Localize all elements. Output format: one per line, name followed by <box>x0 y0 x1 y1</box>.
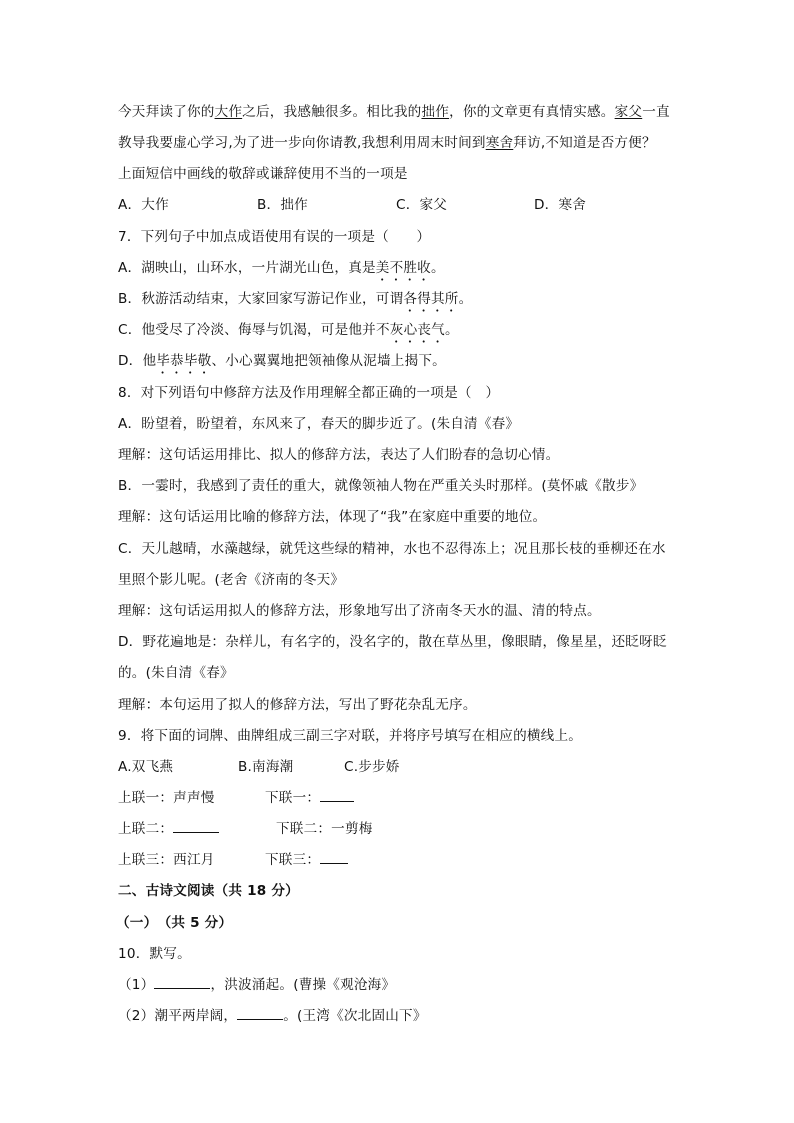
text: ，你的文章更有真情实感。 <box>449 104 615 120</box>
q9-option-c: C.步步娇 <box>344 759 400 775</box>
q9-pair-1-upper: 上联一：声声慢 <box>118 790 215 806</box>
q9-pair-1 <box>118 788 678 808</box>
dotted-idiom: 毕恭毕敬 <box>156 353 212 369</box>
q8-stem: 8．对下列语句中修辞方法及作用理解全都正确的一项是（ ） <box>118 385 500 401</box>
underlined-term: 寒舍 <box>485 135 514 151</box>
q10-item-2 <box>118 1006 427 1026</box>
underlined-term: 家父 <box>614 104 643 120</box>
text: A．湖映山，山环水，一片湖光山色，真是 <box>118 260 376 276</box>
answer-blank[interactable] <box>154 975 210 989</box>
text: 今天拜读了你的 <box>118 104 215 120</box>
text: 拜访,不知道是否方便？ <box>513 135 656 151</box>
text: 。 <box>430 260 445 276</box>
q9-stem: 9．将下面的词牌、曲牌组成三副三字对联，并将序号填写在相应的横线上。 <box>118 728 583 744</box>
underlined-term: 拙作 <box>421 104 450 120</box>
q7-option-c <box>118 320 459 346</box>
q9-pair-3-lower <box>265 850 348 870</box>
q9-pair-1-lower <box>265 788 354 808</box>
q8-option-b: B．一霎时，我感到了责任的重大，就像领袖人物在严重关头时那样。(莫怀戚《散步》 <box>118 478 644 494</box>
label: 下联三： <box>265 852 321 868</box>
q9-pair-2 <box>118 819 678 839</box>
q8-option-a: A．盼望着，盼望着，东风来了，春天的脚步近了。(朱自清《春》 <box>118 416 520 432</box>
q7-option-d <box>118 351 446 377</box>
text: 。 <box>458 291 473 307</box>
q7-stem: 7．下列句子中加点成语使用有误的一项是（ ） <box>118 229 431 245</box>
q10-stem: 10．默写。 <box>118 946 191 962</box>
underlined-term: 大作 <box>214 104 243 120</box>
answer-blank[interactable] <box>173 819 219 833</box>
label: 下联一： <box>265 790 321 806</box>
q8-option-d-line-2: 的。(朱自清《春》 <box>118 665 234 681</box>
dotted-idiom: 各得其所 <box>403 291 459 307</box>
text: 。(王湾《次北固山下》 <box>283 1008 427 1024</box>
q6-option-c: C．家父 <box>396 197 448 213</box>
q8-option-d-note: 理解：本句运用了拟人的修辞方法，写出了野花杂乱无序。 <box>118 697 477 713</box>
label: 上联二： <box>118 821 174 837</box>
text: （2）潮平两岸阔， <box>118 1008 238 1024</box>
section-2-title: 二、古诗文阅读（共 18 分） <box>118 883 299 899</box>
q8-option-c-note: 理解：这句话运用拟人的修辞方法，形象地写出了济南冬天水的温、清的特点。 <box>118 603 601 619</box>
q8-option-d-line-1: D．野花遍地是：杂样儿，有名字的，没名字的，散在草丛里，像眼睛，像星星，还眨呀眨 <box>118 634 667 650</box>
text: 。 <box>444 322 459 338</box>
q9-option-a: A.双飞燕 <box>118 759 174 775</box>
q6-options <box>118 195 678 215</box>
q6-letter-line-2 <box>118 133 656 153</box>
q6-letter-line-1 <box>118 102 670 122</box>
answer-blank[interactable] <box>237 1006 283 1020</box>
q8-option-c-line-1: C．天儿越晴，水藻越绿，就凭这些绿的精神，水也不忍得冻上；况且那长枝的垂柳还在水 <box>118 541 666 557</box>
q10-item-1 <box>118 975 395 995</box>
q6-option-a: A．大作 <box>118 197 169 213</box>
q6-option-d: D．寒舍 <box>534 197 587 213</box>
text: 、小心翼翼地把领袖像从泥墙上揭下。 <box>211 353 446 369</box>
section-2-subtitle: （一） （共 5 分） <box>116 915 233 931</box>
q8-option-a-note: 理解：这句话运用排比、拟人的修辞方法，表达了人们盼春的急切心情。 <box>118 447 560 463</box>
text: ，洪波涌起。(曹操《观沧海》 <box>210 977 396 993</box>
q9-pair-2-lower: 下联二：一剪梅 <box>276 821 373 837</box>
q9-pair-2-upper <box>118 819 219 839</box>
q7-option-b <box>118 289 472 315</box>
answer-blank[interactable] <box>320 788 354 802</box>
dotted-idiom: 美不胜收 <box>375 260 431 276</box>
dotted-idiom: 灰心丧气 <box>389 322 445 338</box>
text: 之后，我感触很多。相比我的 <box>242 104 422 120</box>
q6-option-b: B．拙作 <box>257 197 308 213</box>
text: 一直 <box>642 104 670 120</box>
text: B．秋游活动结束，大家回家写游记作业，可谓 <box>118 291 404 307</box>
q6-question: 上面短信中画线的敬辞或谦辞使用不当的一项是 <box>118 166 408 182</box>
q8-option-c-line-2: 里照个影儿呢。(老舍《济南的冬天》 <box>118 572 345 588</box>
q9-pair-3 <box>118 850 678 870</box>
q8-option-b-note: 理解：这句话运用比喻的修辞方法，体现了“我”在家庭中重要的地位。 <box>118 509 547 525</box>
text: D．他 <box>118 353 157 369</box>
item-number: （1） <box>118 977 155 993</box>
text: 教导我要虚心学习,为了进一步向你请教,我想利用周末时间到 <box>118 135 486 151</box>
answer-blank[interactable] <box>320 850 348 864</box>
q9-option-b: B.南海潮 <box>238 759 294 775</box>
q9-pair-3-upper: 上联三：西江月 <box>118 852 215 868</box>
q9-options <box>118 757 678 777</box>
q7-option-a <box>118 258 445 284</box>
text: C．他受尽了冷淡、侮辱与饥渴，可是他并不 <box>118 322 390 338</box>
